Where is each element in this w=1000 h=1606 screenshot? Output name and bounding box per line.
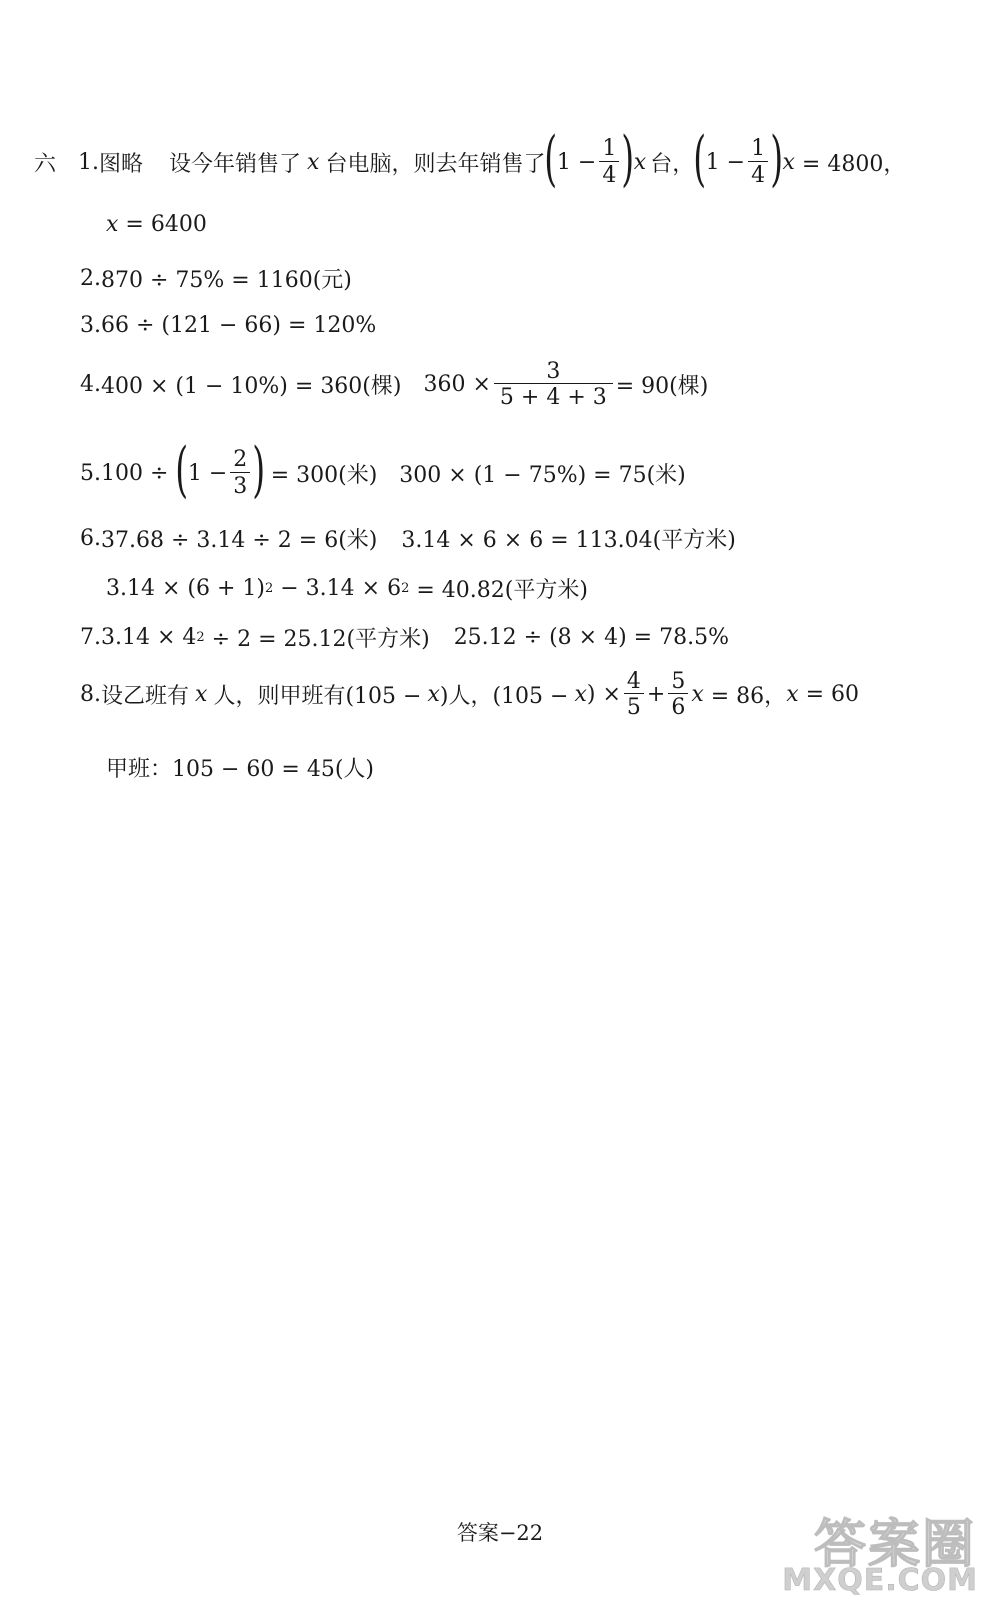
item-8-text: 人，则甲班有(105 − — [213, 684, 422, 710]
fraction-numerator: 3 — [546, 359, 561, 384]
fraction — [494, 360, 613, 409]
item-6-continuation — [106, 573, 588, 604]
exponent: 2 — [401, 581, 410, 596]
item-7-expr: ÷ 2 = 25.12(平方米) — [204, 627, 430, 652]
item-1-line — [34, 124, 906, 194]
item-1-expr: 1 − — [705, 149, 746, 175]
fraction-denominator: 5 + 4 + 3 — [494, 383, 613, 409]
variable-x: x — [633, 149, 647, 175]
fraction-numerator: 1 — [602, 136, 617, 162]
fraction-numerator: 4 — [626, 669, 641, 694]
watermark-url: MXQE.COM — [782, 1563, 978, 1598]
item-6-expr: = 40.82(平方米) — [409, 578, 588, 603]
item-number: 2. — [80, 266, 101, 291]
item-6-expr: 3.14 × 6 × 6 = 113.04(平方米) — [401, 528, 736, 553]
left-paren: ( — [175, 435, 189, 505]
item-1-expr: 1 − — [556, 149, 597, 175]
item-8-text: + — [646, 682, 666, 708]
fraction — [230, 448, 250, 497]
fraction-denominator: 6 — [668, 693, 688, 719]
item-6-expr: 37.68 ÷ 3.14 ÷ 2 = 6(米) — [101, 528, 378, 553]
item-number: 4. — [80, 372, 101, 398]
fraction-numerator: 5 — [671, 669, 686, 694]
item-8-text: = 86， — [703, 684, 787, 710]
item-4-expr: 360 × — [423, 372, 491, 398]
item-6-expr: 3.14 × (6 + 1) — [106, 576, 265, 601]
fraction-numerator: 1 — [751, 136, 766, 162]
variable-x: x — [782, 149, 795, 175]
item-1-expr: = 4800， — [794, 151, 906, 177]
item-1-continuation — [106, 212, 207, 237]
item-3-line — [80, 313, 376, 338]
fraction — [668, 670, 688, 719]
item-8-answer: 甲班：105 − 60 = 45(人) — [106, 757, 374, 782]
left-paren: ( — [693, 124, 707, 194]
item-7-line — [80, 622, 729, 653]
item-5-expr: 300 × (1 − 75%) = 75(米) — [399, 462, 686, 488]
item-4-expr: = 90(棵) — [615, 374, 709, 400]
item-number: 1. — [78, 149, 100, 175]
variable-x: x — [106, 212, 119, 237]
variable-x: x — [691, 682, 704, 708]
fraction — [748, 137, 768, 186]
item-5-line — [80, 435, 686, 505]
right-paren: ) — [770, 124, 784, 194]
item-8-text: ) × — [586, 682, 621, 708]
variable-x: x — [195, 682, 208, 708]
item-number: 6. — [80, 526, 101, 551]
item-6-expr: − 3.14 × 6 — [273, 576, 402, 601]
fraction-denominator: 5 — [624, 693, 644, 719]
item-5-expr: 1 − — [187, 460, 228, 486]
page-number: 答案−22 — [456, 1521, 544, 1545]
item-number: 5. — [80, 460, 101, 486]
item-8-text: = 60 — [798, 682, 860, 708]
variable-x: x — [307, 149, 320, 175]
fraction-numerator: 2 — [233, 447, 248, 473]
watermark-logo — [742, 1502, 982, 1598]
left-paren: ( — [544, 124, 558, 194]
fraction — [599, 137, 619, 186]
watermark-title: 答案圈 — [813, 1515, 976, 1575]
right-paren: ) — [252, 435, 266, 505]
item-8-line — [80, 670, 859, 719]
item-5-expr: 100 ÷ — [101, 460, 169, 486]
item-1-text: 台， — [650, 151, 695, 177]
item-6-line — [80, 523, 736, 554]
right-paren: ) — [621, 124, 635, 194]
variable-x: x — [786, 682, 799, 708]
item-1-answer: = 6400 — [118, 212, 207, 237]
item-4-expr: 400 × (1 − 10%) = 360(棵) — [101, 374, 402, 400]
item-7-expr: 25.12 ÷ (8 × 4) = 78.5% — [453, 625, 729, 650]
section-label: 六 — [34, 151, 57, 177]
variable-x: x — [574, 682, 587, 708]
item-7-expr: 3.14 × 4 — [101, 625, 197, 650]
item-8-continuation — [106, 752, 374, 783]
fraction-denominator: 4 — [748, 161, 768, 187]
item-1-text: 设今年销售了 — [169, 151, 302, 177]
variable-x: x — [427, 682, 440, 708]
fraction-denominator: 3 — [230, 472, 250, 498]
item-1-text: 台电脑，则去年销售了 — [325, 151, 546, 177]
item-1-text: 图略 — [99, 151, 144, 177]
item-2-expr: 870 ÷ 75% = 1160(元) — [101, 268, 352, 293]
item-3-expr: 66 ÷ (121 − 66) = 120% — [101, 313, 377, 338]
item-8-text: )人，(105 − — [439, 684, 569, 710]
exponent: 2 — [264, 581, 274, 596]
item-number: 7. — [80, 625, 101, 650]
exponent: 2 — [196, 630, 205, 645]
item-2-line — [80, 263, 352, 294]
item-number: 8. — [80, 682, 101, 708]
item-5-expr: = 300(米) — [270, 462, 378, 488]
fraction-denominator: 4 — [599, 161, 619, 187]
item-number: 3. — [80, 313, 101, 338]
item-8-text: 设乙班有 — [101, 684, 190, 710]
item-4-line — [80, 360, 708, 409]
fraction — [624, 670, 644, 719]
